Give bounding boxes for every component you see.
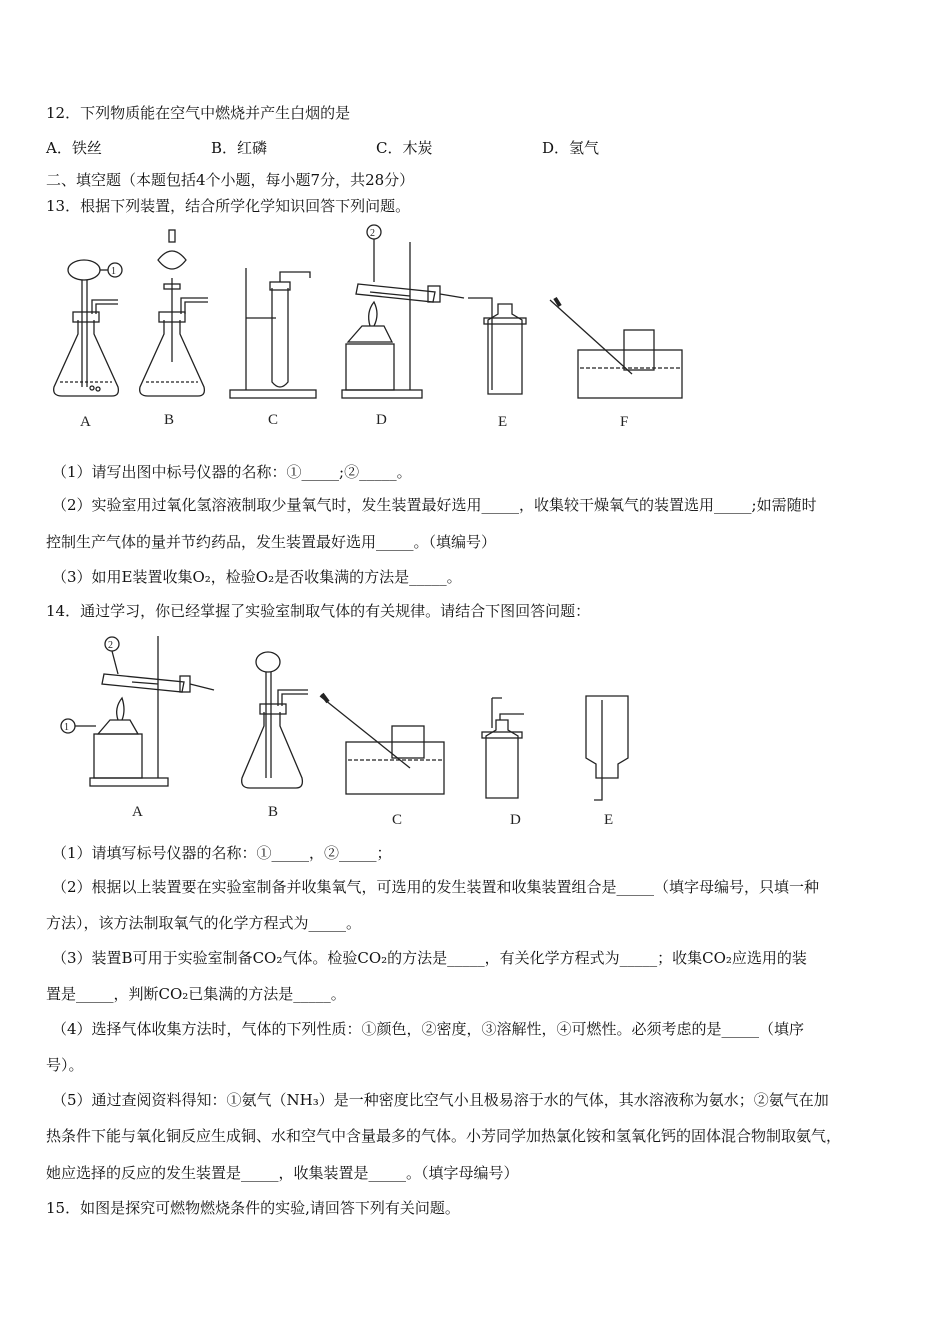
apparatus-f xyxy=(550,298,682,398)
q14-label-b: B xyxy=(268,804,279,820)
q13-part3: （3）如用E装置收集O₂，检验O₂是否收集满的方法是_____。 xyxy=(52,568,462,586)
apparatus-e xyxy=(586,696,628,800)
q14-stem: 14．通过学习，你已经掌握了实验室制取气体的有关规律。请结合下图回答问题： xyxy=(46,602,591,620)
q12-option-c: C．木炭 xyxy=(376,139,433,157)
marker-2-d xyxy=(367,225,381,282)
q13-part1: （1）请写出图中标号仪器的名称：①_____;②_____。 xyxy=(52,463,412,481)
q13-apparatus-figure xyxy=(40,222,700,434)
q14-part5-line3: 她应选择的反应的发生装置是_____，收集装置是_____。（填字母编号） xyxy=(46,1164,519,1182)
svg-text:2: 2 xyxy=(370,228,375,239)
apparatus-c xyxy=(230,268,316,398)
q13-figure-labels xyxy=(80,412,628,430)
apparatus-b xyxy=(140,230,208,396)
apparatus-a xyxy=(90,636,214,786)
q14-part3-line2: 置是_____，判断CO₂已集满的方法是_____。 xyxy=(46,985,346,1003)
q14-figure-labels xyxy=(132,804,613,828)
q14-label-e: E xyxy=(604,812,614,828)
q13-stem: 13．根据下列装置，结合所学化学知识回答下列问题。 xyxy=(46,197,411,215)
q14-part5-line1: （5）通过查阅资料得知：①氨气（NH₃）是一种密度比空气小且极易溶于水的气体，其水溶液称为氨水；②氨气在加 xyxy=(52,1091,829,1109)
q13-label-f: F xyxy=(620,414,629,430)
q14-label-c: C xyxy=(392,812,403,828)
q13-part2-line1: （2）实验室用过氧化氢溶液制取少量氧气时，发生装置最好选用_____，收集较干燥氧气的装置选用_____;如需随时 xyxy=(52,496,817,514)
marker-2-a xyxy=(105,637,119,674)
q12-option-d: D．氢气 xyxy=(542,139,600,157)
svg-text:1: 1 xyxy=(111,266,116,277)
apparatus-b xyxy=(242,652,308,788)
q13-label-d: D xyxy=(376,412,387,428)
svg-text:1: 1 xyxy=(64,722,69,733)
q14-part5-line2: 热条件下能与氧化铜反应生成铜、水和空气中含量最多的气体。小芳同学加热氯化铵和氢氧化钙的固体混合物制取氨气， xyxy=(46,1127,842,1145)
q13-label-b: B xyxy=(164,412,175,428)
q13-part2-line2: 控制生产气体的量并节约药品，发生装置最好选用_____。（填编号） xyxy=(46,533,497,551)
q12-stem: 12．下列物质能在空气中燃烧并产生白烟的是 xyxy=(46,104,351,122)
q12-option-a: A．铁丝 xyxy=(46,139,102,157)
apparatus-a xyxy=(54,260,119,396)
q15-stem: 15．如图是探究可燃物燃烧条件的实验,请回答下列有关问题。 xyxy=(46,1199,460,1217)
q14-label-d: D xyxy=(510,812,521,828)
apparatus-d xyxy=(342,242,464,398)
svg-text:2: 2 xyxy=(108,640,113,651)
q14-apparatus-figure xyxy=(46,630,646,830)
q14-part2-line1: （2）根据以上装置要在实验室制备并收集氧气，可选用的发生装置和收集装置组合是_____（填字母编号，只填一种 xyxy=(52,878,820,896)
q13-label-e: E xyxy=(498,414,508,430)
apparatus-e xyxy=(468,298,526,394)
q14-part2-line2: 方法），该方法制取氧气的化学方程式为_____。 xyxy=(46,914,362,932)
q13-label-c: C xyxy=(268,412,279,428)
marker-1-a xyxy=(108,263,122,277)
q14-label-a: A xyxy=(132,804,143,820)
q14-part1: （1）请填写标号仪器的名称：①_____，②_____； xyxy=(52,844,392,862)
marker-1-a xyxy=(61,719,96,733)
section-heading: 二、填空题（本题包括4个小题，每小题7分，共28分） xyxy=(46,171,415,189)
q14-part4-line1: （4）选择气体收集方法时，气体的下列性质：①颜色，②密度，③溶解性，④可燃性。必须考虑的是_____（填序 xyxy=(52,1020,805,1038)
q12-option-b: B．红磷 xyxy=(211,139,268,157)
apparatus-d xyxy=(482,698,524,798)
q14-part3-line1: （3）装置B可用于实验室制备CO₂气体。检验CO₂的方法是_____，有关化学方程式为_____；收集CO₂应选用的装 xyxy=(52,949,807,967)
q14-part4-line2: 号）。 xyxy=(46,1056,84,1074)
apparatus-c xyxy=(320,694,444,794)
q13-label-a: A xyxy=(80,414,91,430)
